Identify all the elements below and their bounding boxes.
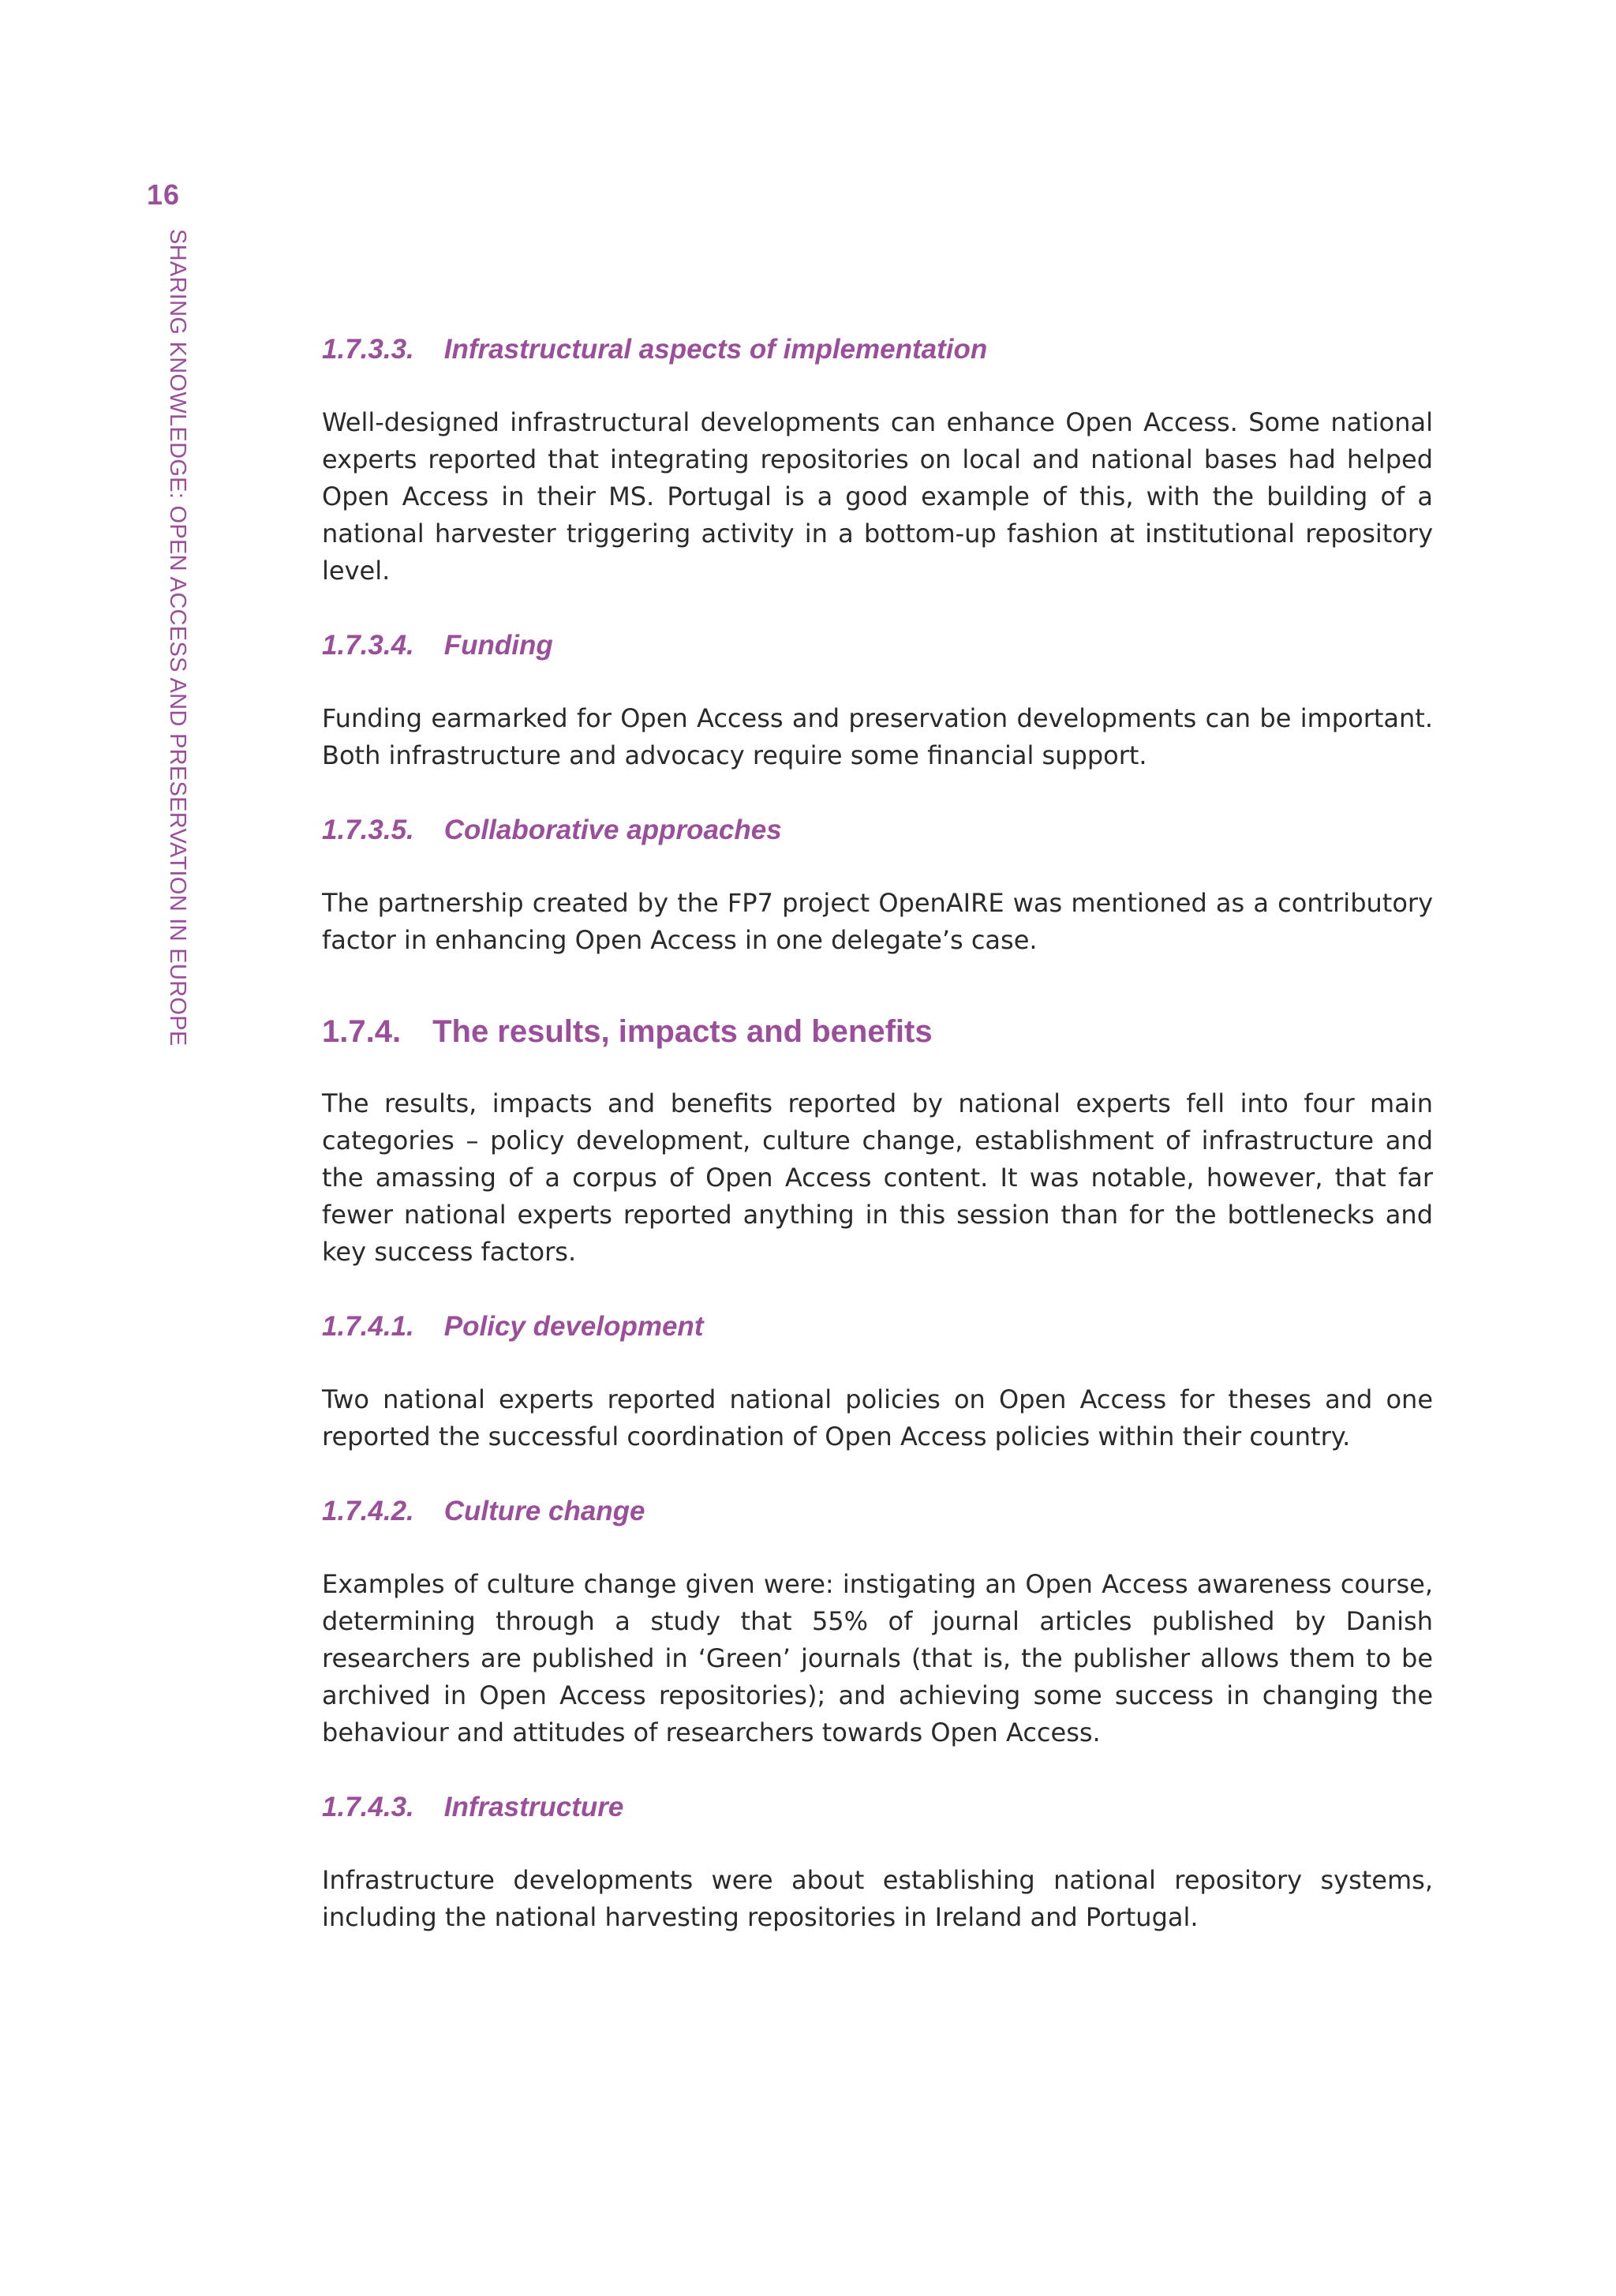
running-title: SHARING KNOWLEDGE: OPEN ACCESS AND PRESERVATION IN EUROPE bbox=[165, 229, 190, 1047]
section-heading bbox=[322, 330, 1433, 369]
paragraph: The results, impacts and benefits reported by national experts fell into four main categories – policy development, culture change, establishment of infrastructure and the amassing of a corpus of Open Access content. It was notable, however, that far fewer national experts reported anything in this session than for the bottlenecks and key success factors. bbox=[322, 1088, 1433, 1267]
section-heading bbox=[322, 626, 1433, 665]
section-title: Culture change bbox=[443, 1496, 645, 1526]
section-title: Infrastructural aspects of implementation bbox=[443, 334, 988, 365]
section-1-7-3-3 bbox=[322, 330, 1433, 626]
section-title: Funding bbox=[443, 630, 553, 661]
section-number: 1.7.4.1. bbox=[322, 1311, 414, 1342]
section-number: 1.7.3.3. bbox=[322, 334, 414, 365]
section-heading bbox=[322, 1492, 1433, 1531]
section-number: 1.7.3.5. bbox=[322, 815, 414, 845]
section-title: The results, impacts and benefits bbox=[432, 1014, 933, 1049]
section-number: 1.7.4.2. bbox=[322, 1496, 414, 1526]
section-number: 1.7.4. bbox=[322, 1014, 402, 1049]
paragraph: Funding earmarked for Open Access and preservation developments can be important. Both infrastructure and advocacy require some financial support. bbox=[322, 703, 1433, 770]
paragraph: Examples of culture change given were: instigating an Open Access awareness course, determining through a study that 55% of journal articles published by Danish researchers are published in ‘Green’ journals (that is, the publisher allows them to be archived in Open Access repositories); and achieving some success in changing the behaviour and attitudes of researchers towards Open Access. bbox=[322, 1569, 1433, 1747]
section-heading bbox=[322, 811, 1433, 850]
paragraph: Two national experts reported national policies on Open Access for theses and one reported the successful coordination of Open Access policies within their country. bbox=[322, 1384, 1433, 1451]
section-1-7-4-1 bbox=[322, 1307, 1433, 1492]
section-title: Infrastructure bbox=[443, 1792, 624, 1822]
section-heading bbox=[322, 1788, 1433, 1827]
section-1-7-3-5 bbox=[322, 811, 1433, 959]
section-1-7-4-3 bbox=[322, 1788, 1433, 1936]
section-heading bbox=[322, 1307, 1433, 1347]
section-number: 1.7.3.4. bbox=[322, 630, 414, 661]
section-1-7-4 bbox=[322, 1009, 1433, 1307]
section-heading-main bbox=[322, 1009, 1433, 1054]
paragraph: Infrastructure developments were about establishing national repository systems, including the national harvesting repositories in Ireland and Portugal. bbox=[322, 1865, 1433, 1932]
main-content bbox=[322, 330, 1433, 1936]
section-title: Collaborative approaches bbox=[443, 815, 782, 845]
section-1-7-4-2 bbox=[322, 1492, 1433, 1788]
paragraph: Well-designed infrastructural developments can enhance Open Access. Some national experts reported that integrating repositories on local and national bases had helped Open Access in their MS. Portugal is a good example of this, with the building of a national harvester triggering activity in a bottom-up fashion at institutional repository level. bbox=[322, 407, 1433, 586]
page-number: 16 bbox=[147, 178, 181, 211]
section-number: 1.7.4.3. bbox=[322, 1792, 414, 1822]
paragraph: The partnership created by the FP7 project OpenAIRE was mentioned as a contributory factor in enhancing Open Access in one delegate’s case. bbox=[322, 888, 1433, 955]
section-1-7-3-4 bbox=[322, 626, 1433, 811]
section-title: Policy development bbox=[443, 1311, 704, 1342]
